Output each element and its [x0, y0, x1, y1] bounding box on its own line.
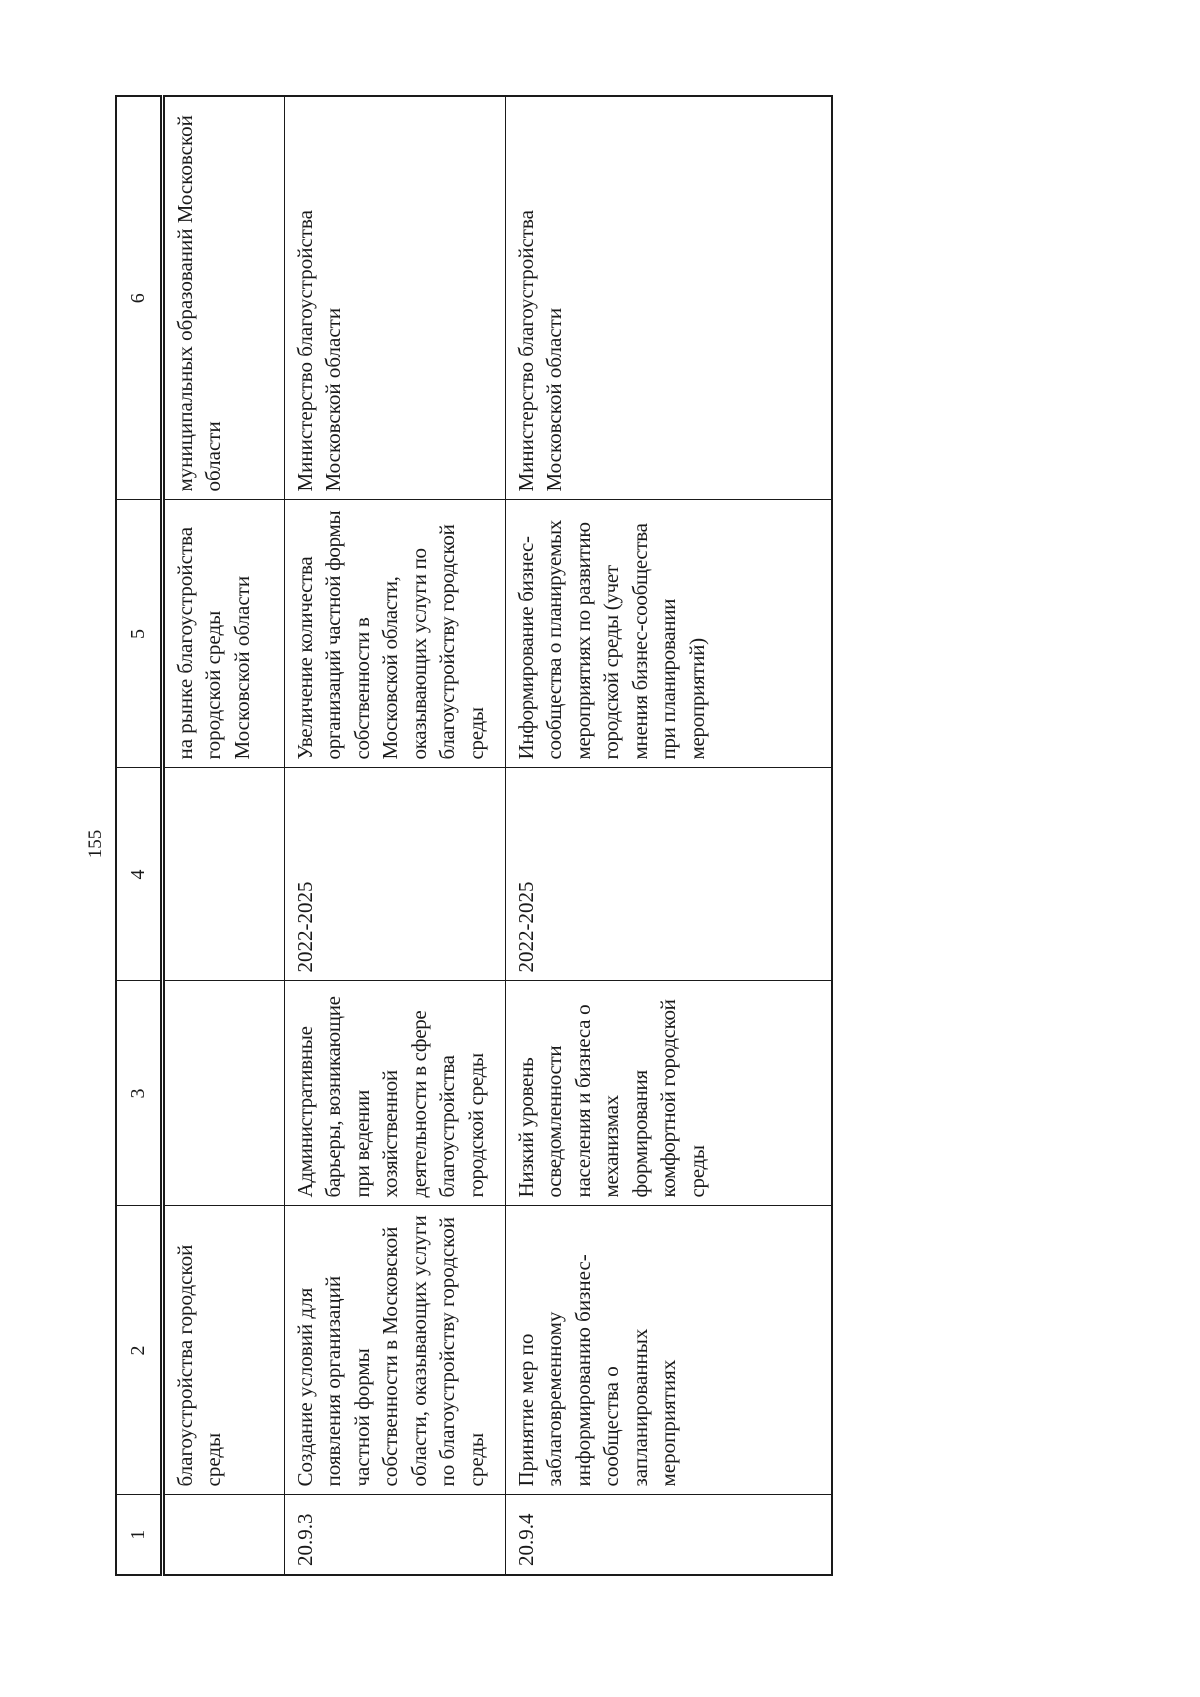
header-cell: 4: [116, 768, 162, 981]
executor-cell: Министерство благоустройства Московской области: [505, 96, 832, 500]
measures-table: [115, 95, 833, 1576]
problem-cell: Низкий уровень осведомленности населения и бизнеса о механизмах формирования комфортной городской среды: [505, 981, 832, 1206]
row-number: 20.9.3: [284, 1495, 505, 1575]
result-cell: Информирование бизнес-сообщества о планируемых мероприятиях по развитию городской среды (учет мнения бизнес-сообщества при планировании мероприятий): [505, 500, 832, 768]
header-cell: 2: [116, 1206, 162, 1495]
header-cell: 3: [116, 981, 162, 1206]
problem-cell: Административные барьеры, возникающие при ведении хозяйственной деятельности в сфере благоустройства городской среды: [284, 981, 505, 1206]
header-cell: 1: [116, 1495, 162, 1575]
measure-cell: благоустройства городской среды: [162, 1206, 284, 1495]
table-header-row: [116, 96, 162, 1575]
measure-cell: Создание условий для появления организаций частной формы собственности в Московской области, оказывающих услуги по благоустройству городской среды: [284, 1206, 505, 1495]
table-row: [162, 96, 284, 1575]
row-number: 20.9.4: [505, 1495, 832, 1575]
measure-cell: Принятие мер по заблаговременному информированию бизнес-сообщества о запланированных мероприятиях: [505, 1206, 832, 1495]
period-cell: 2022-2025: [505, 768, 832, 981]
table-row: [284, 96, 505, 1575]
result-cell: на рынке благоустройства городской среды Московской области: [162, 500, 284, 768]
executor-cell: Министерство благоустройства Московской области: [284, 96, 505, 500]
row-number: [162, 1495, 284, 1575]
period-cell: [162, 768, 284, 981]
header-cell: 5: [116, 500, 162, 768]
result-cell: Увеличение количества организаций частной формы собственности в Московской области, оказывающих услуги по благоустройству городской среды: [284, 500, 505, 768]
table-row: [505, 96, 832, 1575]
page-number: 155: [85, 829, 106, 859]
rotated-page-content: [115, 97, 833, 1576]
executor-cell: муниципальных образований Московской области: [162, 96, 284, 500]
period-cell: 2022-2025: [284, 768, 505, 981]
header-cell: 6: [116, 96, 162, 500]
problem-cell: [162, 981, 284, 1206]
